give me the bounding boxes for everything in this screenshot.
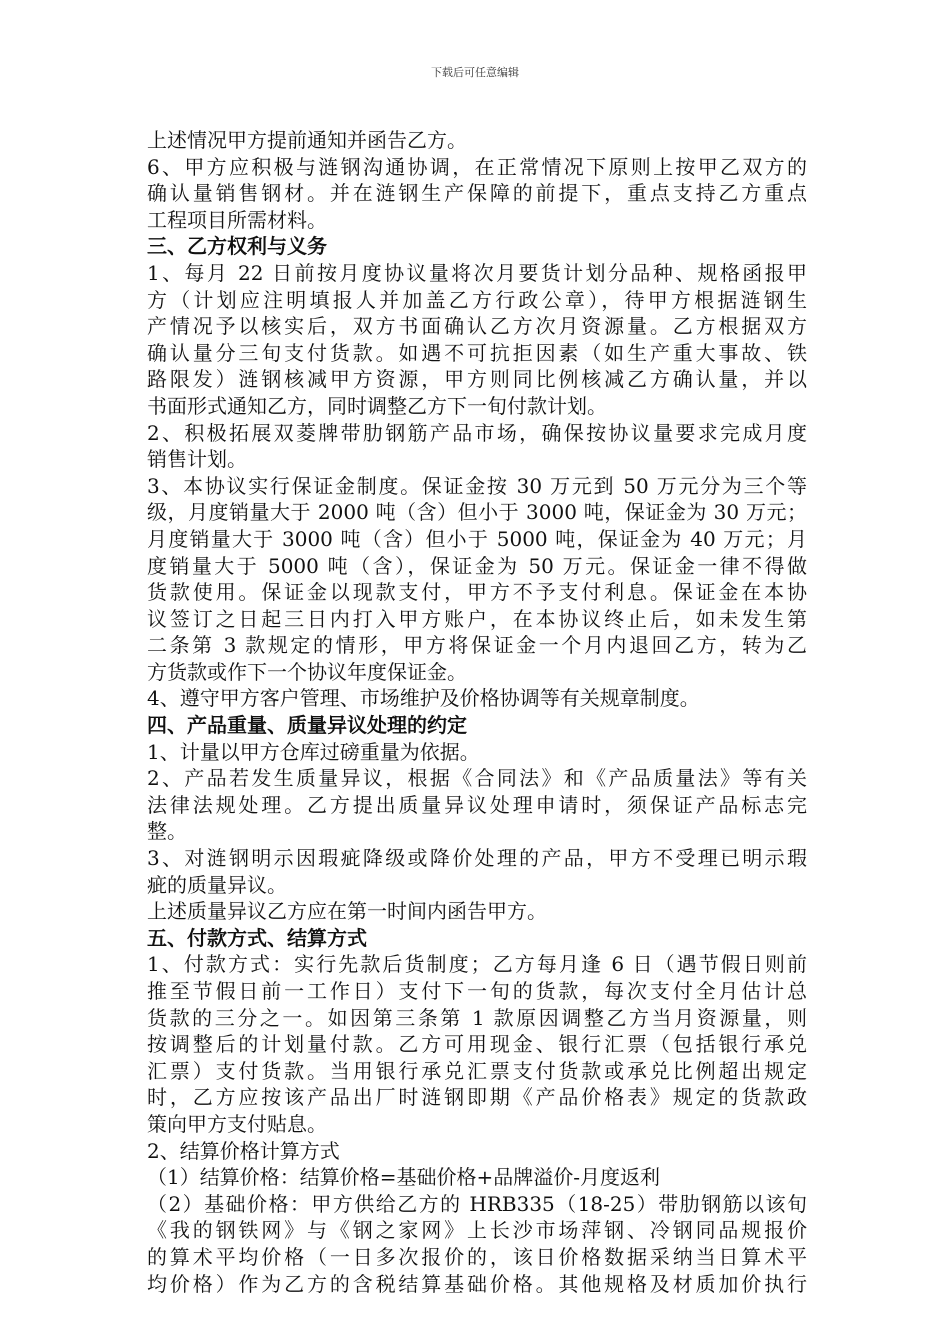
- text-line: 货款使用。保证金以现款支付，甲方不予支付利息。保证金在本协: [147, 580, 807, 605]
- text-line: （2）基础价格：甲方供给乙方的 HRB335（18-25）带肋钢筋以该旬: [147, 1191, 807, 1216]
- text-line: 工程项目所需材料。: [147, 207, 327, 232]
- section-heading: 三、乙方权利与义务: [147, 234, 327, 259]
- text-line: 产情况予以核实后，双方书面确认乙方次月资源量。乙方根据双方: [147, 314, 807, 339]
- text-line: 确认量销售钢材。并在涟钢生产保障的前提下，重点支持乙方重点: [147, 181, 807, 206]
- text-line: 月度销量大于 3000 吨（含）但小于 5000 吨，保证金为 40 万元；月: [147, 526, 807, 551]
- text-line: 汇票）支付货款。当用银行承兑汇票支付货款或承兑比例超出规定: [147, 1058, 807, 1083]
- text-line: 推至节假日前一工作日）支付下一旬的货款，每次支付全月估计总: [147, 979, 807, 1003]
- text-line: 路限发）涟钢核减甲方资源，甲方则同比例核减乙方确认量，并以: [147, 367, 807, 392]
- text-line: 按调整后的计划量付款。乙方可用现金、银行汇票（包括银行承兑: [147, 1032, 807, 1057]
- text-line: 议签订之日起三日内打入甲方账户，在本协议终止后，如未发生第: [147, 606, 807, 631]
- text-line: 2、产品若发生质量异议，根据《合同法》和《产品质量法》等有关: [147, 766, 807, 791]
- text-line: 法律法规处理。乙方提出质量异议处理申请时，须保证产品标志完: [147, 792, 807, 817]
- text-line: 度销量大于 5000 吨（含），保证金为 50 万元。保证金一律不得做: [147, 553, 807, 578]
- text-line: 方（计划应注明填报人并加盖乙方行政公章），待甲方根据涟钢生: [147, 287, 807, 312]
- section-heading: 四、产品重量、质量异议处理的约定: [147, 713, 467, 738]
- text-line: 6、甲方应积极与涟钢沟通协调，在正常情况下原则上按甲乙双方的: [147, 154, 807, 179]
- text-line: 确认量分三旬支付货款。如遇不可抗拒因素（如生产重大事故、铁: [147, 340, 807, 365]
- text-line: 时，乙方应按该产品出厂时涟钢即期《产品价格表》规定的货款政: [147, 1085, 807, 1110]
- text-line: 1、每月 22 日前按月度协议量将次月要货计划分品种、规格函报甲: [147, 260, 807, 285]
- text-line: 方货款或作下一个协议年度保证金。: [147, 659, 467, 684]
- text-line: 级，月度销量大于 2000 吨（含）但小于 3000 吨，保证金为 30 万元；: [147, 500, 807, 525]
- text-line: （1）结算价格：结算价格=基础价格+品牌溢价-月度返利: [147, 1165, 660, 1190]
- text-line: 均价格）作为乙方的含税结算基础价格。其他规格及材质加价执行: [147, 1271, 807, 1296]
- text-line: 书面形式通知乙方，同时调整乙方下一旬付款计划。: [147, 393, 607, 418]
- text-line: 上述情况甲方提前通知并函告乙方。: [147, 128, 467, 152]
- document-body: [147, 127, 807, 1297]
- page-header: 下载后可任意编辑: [431, 66, 519, 79]
- text-line: 疵的质量异议。: [147, 872, 287, 897]
- text-line: 货款的三分之一。如因第三条第 1 款原因调整乙方当月资源量，则: [147, 1005, 807, 1030]
- text-line: 1、付款方式：实行先款后货制度；乙方每月逢 6 日（遇节假日则前: [147, 952, 807, 977]
- text-line: 策向甲方支付贴息。: [147, 1111, 327, 1136]
- text-line: 上述质量异议乙方应在第一时间内函告甲方。: [147, 899, 547, 924]
- text-line: 4、遵守甲方客户管理、市场维护及价格协调等有关规章制度。: [147, 686, 700, 711]
- text-line: 整。: [147, 819, 187, 844]
- text-line: 的算术平均价格（一日多次报价的，该日价格数据采纳当日算术平: [147, 1244, 807, 1269]
- text-line: 3、对涟钢明示因瑕疵降级或降价处理的产品，甲方不受理已明示瑕: [147, 846, 807, 871]
- text-line: 《我的钢铁网》与《钢之家网》上长沙市场萍钢、冷钢同品规报价: [147, 1218, 807, 1243]
- text-line: 二条第 3 款规定的情形，甲方将保证金一个月内退回乙方，转为乙: [147, 633, 807, 658]
- text-line: 1、计量以甲方仓库过磅重量为依据。: [147, 739, 480, 764]
- text-line: 3、本协议实行保证金制度。保证金按 30 万元到 50 万元分为三个等: [147, 473, 807, 498]
- text-line: 销售计划。: [147, 447, 247, 472]
- section-heading: 五、付款方式、结算方式: [147, 925, 367, 950]
- text-line: 2、积极拓展双菱牌带肋钢筋产品市场，确保按协议量要求完成月度: [147, 420, 807, 445]
- text-line: 2、结算价格计算方式: [147, 1138, 340, 1163]
